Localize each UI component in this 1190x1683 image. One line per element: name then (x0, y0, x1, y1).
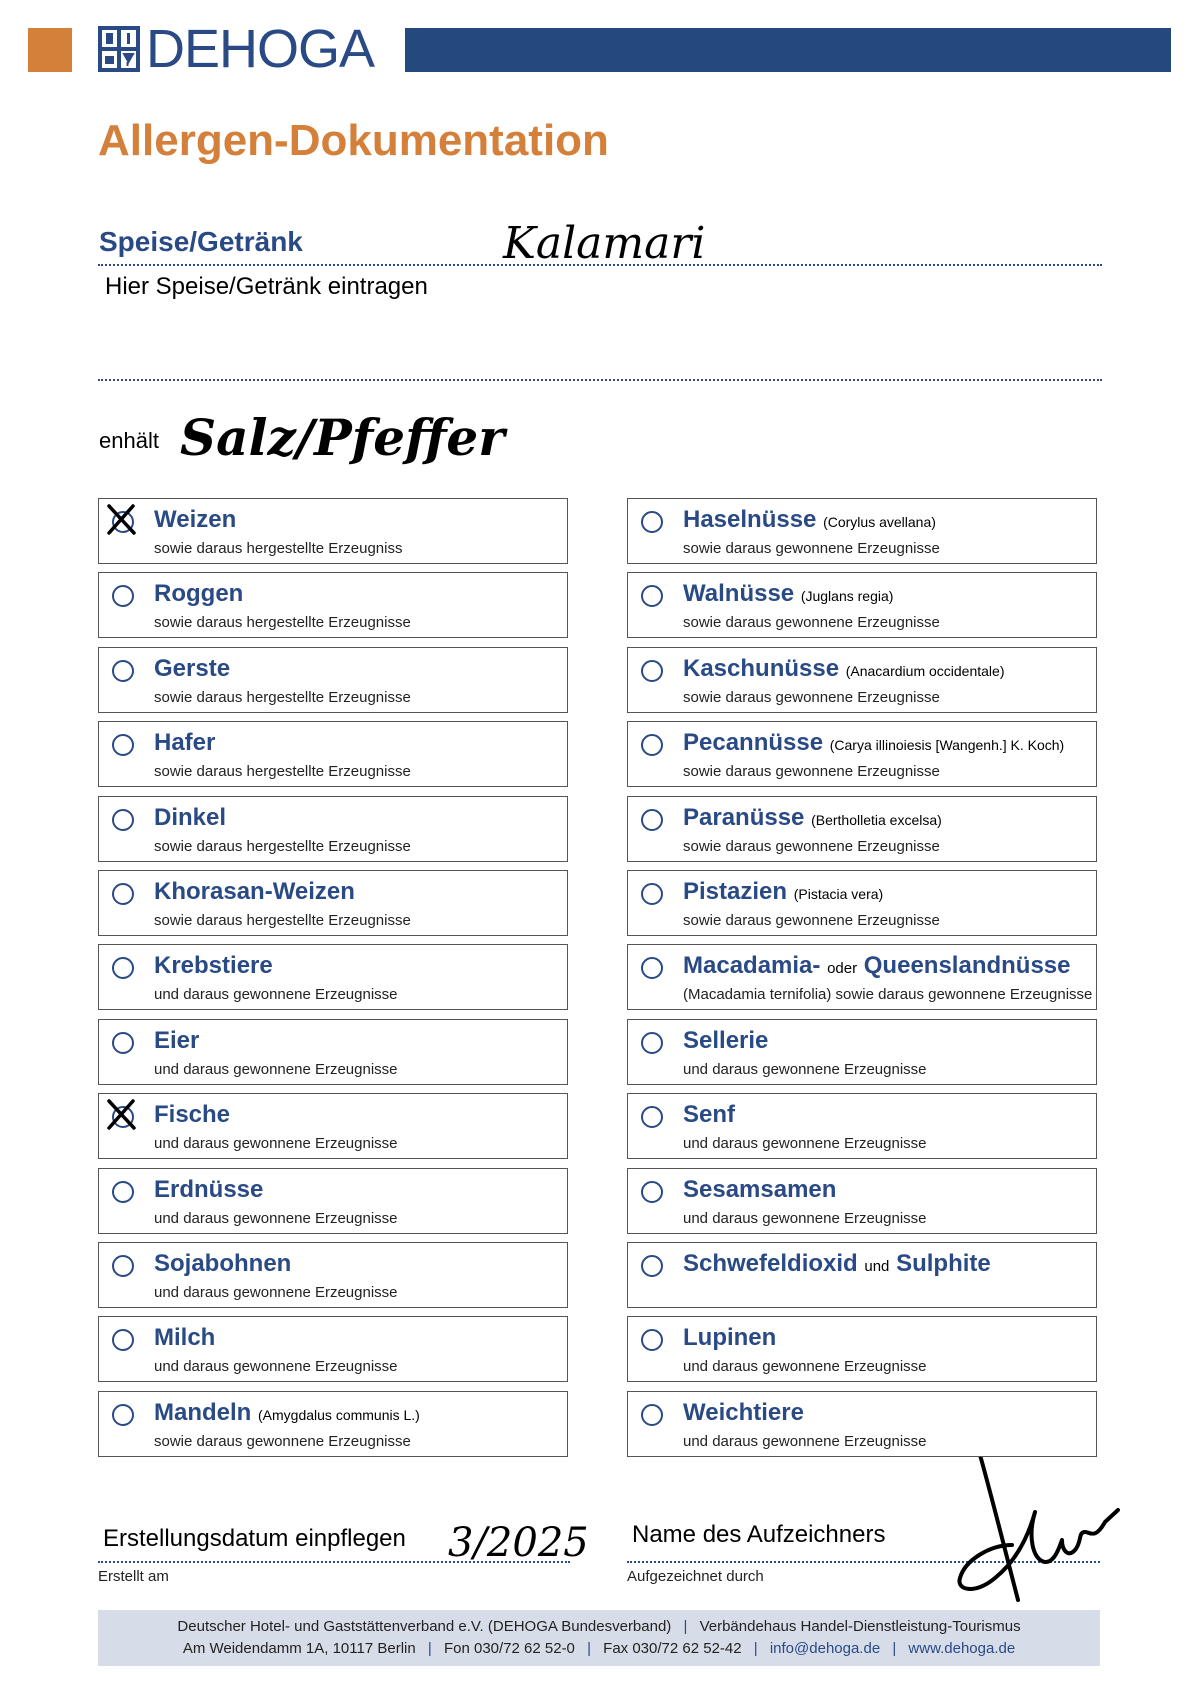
allergen-description: und daraus gewonnene Erzeugnisse (683, 1358, 927, 1375)
signature (950, 1450, 1125, 1610)
allergen-item[interactable] (627, 796, 1097, 862)
allergen-item[interactable] (627, 647, 1097, 713)
allergen-name (683, 878, 883, 906)
checked-x-icon (105, 1098, 137, 1130)
allergen-description: und daraus gewonnene Erzeugnisse (154, 1210, 398, 1227)
allergen-name-text: Mandeln (154, 1399, 252, 1426)
allergen-name (154, 1027, 199, 1055)
checkbox-circle-icon[interactable] (112, 660, 134, 682)
dish-placeholder[interactable]: Hier Speise/Getränk eintragen (105, 273, 428, 300)
allergen-name-text: Paranüsse (683, 804, 805, 831)
footer-org: Deutscher Hotel- und Gaststättenverband e.V. (DEHOGA Bundesverband) (177, 1618, 672, 1635)
allergen-name (683, 1101, 735, 1129)
page-title: Allergen-Dokumentation (98, 116, 609, 165)
allergen-name-text: Weizen (154, 506, 237, 533)
allergen-name-text: Sesamsamen (683, 1176, 837, 1203)
allergen-name (154, 729, 215, 757)
footer-separator: | (892, 1640, 897, 1657)
allergen-latin-name: (Carya illinoiesis [Wangenh.] K. Koch) (829, 737, 1065, 753)
logo-text: DEHOGA (146, 19, 375, 79)
dish-line (98, 264, 1102, 266)
checkbox-circle-icon[interactable] (112, 1329, 134, 1351)
dehoga-logo-icon (98, 26, 140, 72)
allergen-latin-name: (Bertholletia excelsa) (811, 812, 942, 828)
checkbox-circle-icon[interactable] (641, 511, 663, 533)
allergen-name-text: Sellerie (683, 1027, 769, 1054)
allergen-name (154, 1324, 215, 1352)
allergen-description: sowie daraus gewonnene Erzeugnisse (683, 540, 940, 557)
allergen-name-text: Schwefeldioxid (683, 1250, 858, 1277)
allergen-name (683, 1176, 836, 1204)
allergen-name-joiner: oder (827, 960, 858, 977)
allergen-name-text: Kaschunüsse (683, 655, 840, 682)
checkbox-circle-icon[interactable] (641, 734, 663, 756)
allergen-name (683, 1399, 804, 1427)
dish-line-2 (98, 379, 1102, 381)
allergen-name-text: Macadamia- (683, 952, 821, 979)
allergen-item[interactable] (627, 1093, 1097, 1159)
allergen-item[interactable] (98, 1093, 568, 1159)
allergen-description: sowie daraus gewonnene Erzeugnisse (683, 912, 940, 929)
allergen-description: sowie daraus hergestellte Erzeugnisse (154, 763, 411, 780)
footer-separator: | (683, 1618, 688, 1635)
allergen-item[interactable] (627, 870, 1097, 936)
footer-separator: | (427, 1640, 432, 1657)
allergen-item[interactable] (98, 944, 568, 1010)
footer-address: Am Weidendamm 1A, 10117 Berlin (182, 1640, 416, 1657)
allergen-item[interactable] (627, 721, 1097, 787)
allergen-item[interactable] (98, 1168, 568, 1234)
allergen-name (683, 1324, 776, 1352)
allergen-item[interactable] (627, 1019, 1097, 1085)
allergen-latin-name: (Anacardium occidentale) (845, 663, 1005, 679)
allergen-item[interactable] (98, 1391, 568, 1457)
allergen-name (154, 878, 355, 906)
allergen-name (154, 1176, 263, 1204)
allergen-name-text: Krebstiere (154, 952, 273, 979)
allergen-name (683, 1250, 991, 1278)
allergen-item[interactable] (627, 1391, 1097, 1457)
allergen-name-text: Senf (683, 1101, 736, 1128)
allergen-name (154, 952, 273, 980)
allergen-description: und daraus gewonnene Erzeugnisse (683, 1433, 927, 1450)
allergen-name-text: Dinkel (154, 804, 227, 831)
allergen-name (154, 804, 226, 832)
allergen-name (683, 506, 936, 534)
allergen-name-text: Eier (154, 1027, 200, 1054)
allergen-name-text: Weichtiere (683, 1399, 804, 1426)
allergen-item[interactable] (98, 796, 568, 862)
checkbox-circle-icon[interactable] (641, 1404, 663, 1426)
allergen-description: und daraus gewonnene Erzeugnisse (683, 1210, 927, 1227)
allergen-description: und daraus gewonnene Erzeugnisse (154, 1135, 398, 1152)
created-line (98, 1561, 570, 1563)
allergen-name (154, 1399, 420, 1427)
allergen-description: und daraus gewonnene Erzeugnisse (154, 1284, 398, 1301)
allergen-name-text: Haselnüsse (683, 506, 817, 533)
allergen-description: und daraus gewonnene Erzeugnisse (154, 1061, 398, 1078)
allergen-name-text: Sojabohnen (154, 1250, 292, 1277)
allergen-item[interactable] (98, 572, 568, 638)
allergen-name (683, 655, 1004, 683)
allergen-name-text: Gerste (154, 655, 231, 682)
allergen-description: sowie daraus gewonnene Erzeugnisse (683, 838, 940, 855)
recorder-caption: Aufgezeichnet durch (627, 1568, 764, 1585)
allergen-item[interactable] (627, 1242, 1097, 1308)
allergen-item[interactable] (627, 572, 1097, 638)
allergen-name (154, 655, 230, 683)
allergen-item[interactable] (627, 1168, 1097, 1234)
allergen-description: und daraus gewonnene Erzeugnisse (154, 1358, 398, 1375)
checkbox-circle-icon[interactable] (641, 1181, 663, 1203)
allergen-name-text: Hafer (154, 729, 216, 756)
allergen-name-text: Milch (154, 1324, 216, 1351)
allergen-name-text: Khorasan-Weizen (154, 878, 355, 905)
checkbox-circle-icon[interactable] (641, 809, 663, 831)
contains-label: enhält (99, 428, 159, 453)
checkbox-circle-icon[interactable] (641, 883, 663, 905)
footer-separator: | (587, 1640, 591, 1657)
allergen-description: sowie daraus gewonnene Erzeugnisse (683, 614, 940, 631)
allergen-description: und daraus gewonnene Erzeugnisse (683, 1061, 927, 1078)
allergen-latin-name: (Amygdalus communis L.) (258, 1407, 420, 1423)
checkbox-circle-icon[interactable] (641, 1032, 663, 1054)
checkbox-circle-icon[interactable] (641, 957, 663, 979)
allergen-item[interactable] (98, 721, 568, 787)
footer-fax: Fax 030/72 62 52-42 (603, 1640, 742, 1657)
created-caption: Erstellt am (98, 1568, 169, 1585)
allergen-name-text: Pecannüsse (683, 729, 824, 756)
allergen-name-text: Walnüsse (683, 580, 795, 607)
checkbox-circle-icon[interactable] (641, 1255, 663, 1277)
allergen-item[interactable] (98, 870, 568, 936)
recorder-label: Name des Aufzeichners (632, 1521, 886, 1548)
allergen-name (154, 1101, 230, 1129)
allergen-description: sowie daraus hergestellte Erzeugnisse (154, 912, 411, 929)
allergen-latin-name: (Corylus avellana) (823, 514, 936, 530)
checked-x-icon (105, 503, 137, 535)
checkbox-circle-icon[interactable] (641, 660, 663, 682)
footer (98, 1610, 1100, 1666)
dish-label: Speise/Getränk (99, 226, 303, 257)
checkbox-circle-icon[interactable] (112, 734, 134, 756)
footer-house: Verbändehaus Handel-Dienstleistung-Tourismus (699, 1618, 1021, 1635)
allergen-item[interactable] (627, 1316, 1097, 1382)
allergen-latin-name: (Juglans regia) (800, 588, 894, 604)
checkbox-circle-icon[interactable] (112, 585, 134, 607)
allergen-description: sowie daraus gewonnene Erzeugnisse (683, 763, 940, 780)
allergen-item[interactable] (98, 1019, 568, 1085)
allergen-name (683, 1027, 768, 1055)
allergen-item[interactable] (98, 647, 568, 713)
header-bar (405, 28, 1171, 72)
allergen-name (154, 580, 243, 608)
checkbox-circle-icon[interactable] (112, 883, 134, 905)
allergen-description: sowie daraus hergestellte Erzeugnisse (154, 838, 411, 855)
allergen-latin-name: (Pistacia vera) (793, 886, 884, 902)
created-label: Erstellungsdatum einpflegen (103, 1525, 406, 1552)
checkbox-circle-icon[interactable] (112, 1404, 134, 1426)
allergen-name (683, 804, 942, 832)
allergen-description: sowie daraus gewonnene Erzeugnisse (683, 689, 940, 706)
footer-phone: Fon 030/72 62 52-0 (443, 1640, 575, 1657)
brand-square (28, 28, 72, 72)
allergen-description: und daraus gewonnene Erzeugnisse (154, 986, 398, 1003)
checkbox-circle-icon[interactable] (112, 1255, 134, 1277)
allergen-name-text: Erdnüsse (154, 1176, 264, 1203)
allergen-description: und daraus gewonnene Erzeugnisse (683, 1135, 927, 1152)
footer-separator: | (753, 1640, 758, 1657)
contains-handwritten-value[interactable]: Salz/Pfeffer (180, 408, 505, 467)
allergen-description: (Macadamia ternifolia) sowie daraus gewonnene Erzeugnisse (683, 986, 1093, 1003)
created-handwritten-value[interactable]: 3/2025 (448, 1520, 589, 1566)
allergen-name-text: Fische (154, 1101, 231, 1128)
allergen-item[interactable] (98, 1316, 568, 1382)
allergen-name (154, 506, 236, 534)
allergen-name-joiner: und (864, 1258, 890, 1275)
allergen-description: sowie daraus hergestellte Erzeugnisse (154, 614, 411, 631)
checkbox-circle-icon[interactable] (112, 957, 134, 979)
footer-web-link[interactable]: www.dehoga.de (908, 1640, 1016, 1657)
allergen-item[interactable] (627, 944, 1097, 1010)
allergen-name-text-2: Queenslandnüsse (863, 952, 1071, 979)
allergen-item[interactable] (98, 1242, 568, 1308)
allergen-description: sowie daraus gewonnene Erzeugnisse (154, 1433, 411, 1450)
allergen-name-text: Roggen (154, 580, 244, 607)
allergen-description: sowie daraus hergestellte Erzeugnisse (154, 689, 411, 706)
dish-handwritten-value[interactable]: Kalamari (503, 218, 706, 269)
allergen-name (683, 952, 1071, 980)
checkbox-circle-icon[interactable] (112, 1032, 134, 1054)
allergen-item[interactable] (627, 498, 1097, 564)
allergen-name-text-2: Sulphite (896, 1250, 991, 1277)
dehoga-logo (98, 19, 375, 79)
allergen-name-text: Lupinen (683, 1324, 777, 1351)
allergen-name (683, 729, 1064, 757)
checkbox-circle-icon[interactable] (112, 1181, 134, 1203)
checkbox-circle-icon[interactable] (641, 585, 663, 607)
allergen-description: sowie daraus hergestellte Erzeugniss (154, 540, 403, 557)
checkbox-circle-icon[interactable] (641, 1329, 663, 1351)
allergen-name (154, 1250, 291, 1278)
allergen-name (683, 580, 893, 608)
checkbox-circle-icon[interactable] (112, 809, 134, 831)
allergen-item[interactable] (98, 498, 568, 564)
allergen-name-text: Pistazien (683, 878, 788, 905)
checkbox-circle-icon[interactable] (641, 1106, 663, 1128)
footer-email-link[interactable]: info@dehoga.de (769, 1640, 881, 1657)
